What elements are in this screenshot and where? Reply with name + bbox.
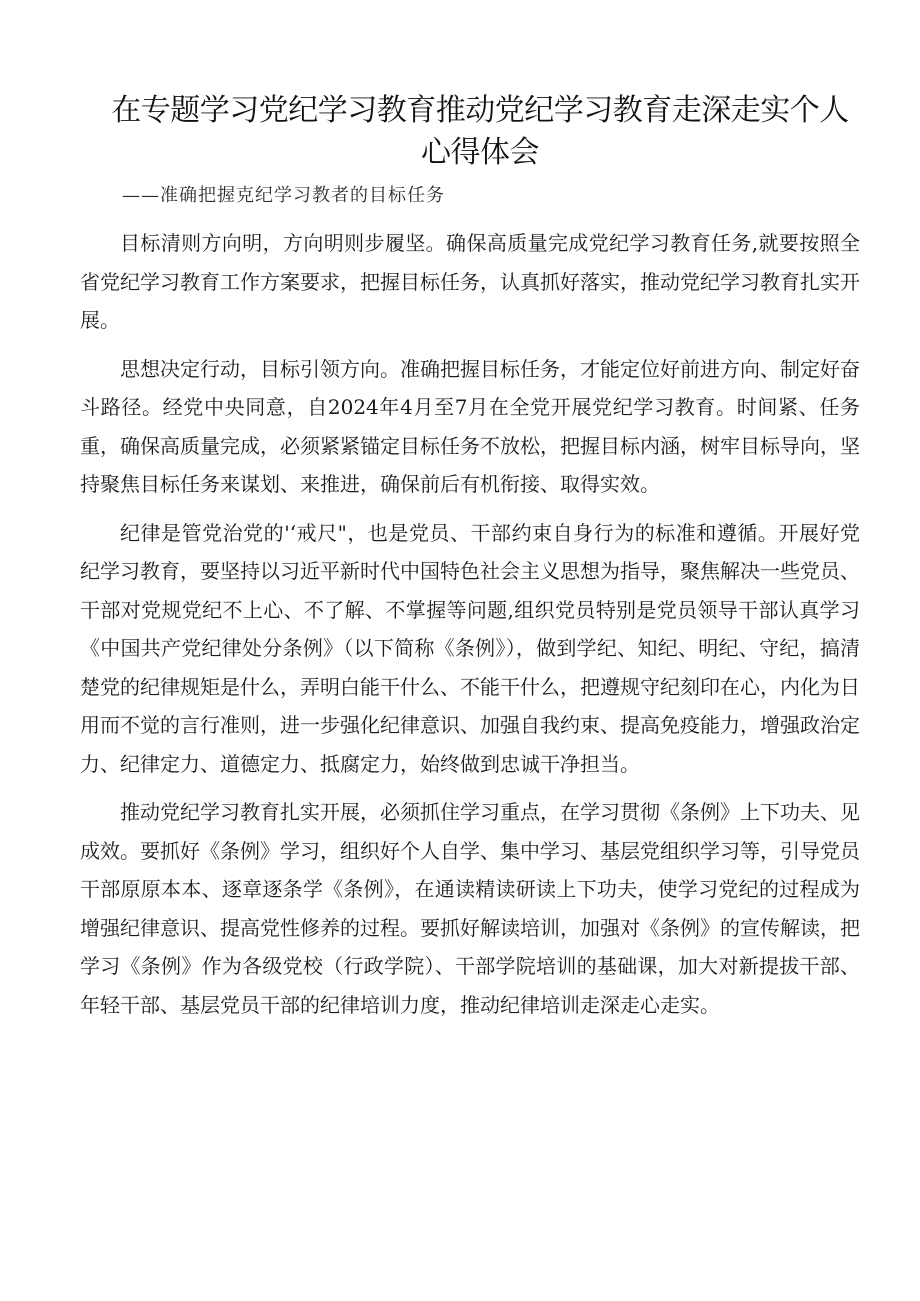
paragraph-2: 思想决定行动，目标引领方向。准确把握目标任务，才能定位好前进方向、制定好奋斗路径。经党中央同意，自2024年4月至7月在全党开展党纪学习教育。时间紧、任务重，确保高质量完成，必须紧紧锚定目标任务不放松，把握目标内涵，树牢目标导向，坚持聚焦目标任务来谋划、来推进，确保前后有机衔接、取得实效。 (80, 356, 860, 496)
document-subtitle: ——准确把握克纪学习教者的目标任务 (122, 185, 445, 206)
document-body (80, 224, 860, 1034)
paragraph-3: 纪律是管党治党的'‘戒尺"，也是党员、干部约束自身行为的标准和遵循。开展好党纪学习教育，要坚持以习近平新时代中国特色社会主义思想为指导，聚焦解决一些党员、干部对党规党纪不上心、不了解、不掌握等问题,组织党员特别是党员领导干部认真学习《中国共产党纪律处分条例》（以下简称《条例》），做到学纪、知纪、明纪、守纪，搞清楚党的纪律规矩是什么，弄明白能干什么、不能干什么，把遵规守纪刻印在心，内化为日用而不觉的言行准则，进一步强化纪律意识、加强自我约束、提高免疫能力，增强政治定力、纪律定力、道德定力、抵腐定力，始终做到忠诚干净担当。 (80, 520, 860, 776)
document-title: 在专题学习党纪学习教育推动党纪学习教育走深走实个人心得体会 (111, 93, 849, 170)
paragraph-1: 目标清则方向明，方向明则步履坚。确保高质量完成党纪学习教育任务,就要按照全省党纪学习教育工作方案要求，把握目标任务，认真抓好落实，推动党纪学习教育扎实开展。 (80, 231, 860, 332)
paragraph-4: 推动党纪学习教育扎实开展，必须抓住学习重点，在学习贯彻《条例》上下功夫、见成效。要抓好《条例》学习，组织好个人自学、集中学习、基层党组织学习等，引导党员干部原原本本、逐章逐条学《条例》，在通读精读研读上下功夫，使学习党纪的过程成为增强纪律意识、提高党性修养的过程。要抓好解读培训，加强对《条例》的宣传解读，把学习《条例》作为各级党校（行政学院）、干部学院培训的基础课，加大对新提拔干部、年轻干部、基层党员干部的纪律培训力度，推动纪律培训走深走心走实。 (80, 800, 860, 1017)
